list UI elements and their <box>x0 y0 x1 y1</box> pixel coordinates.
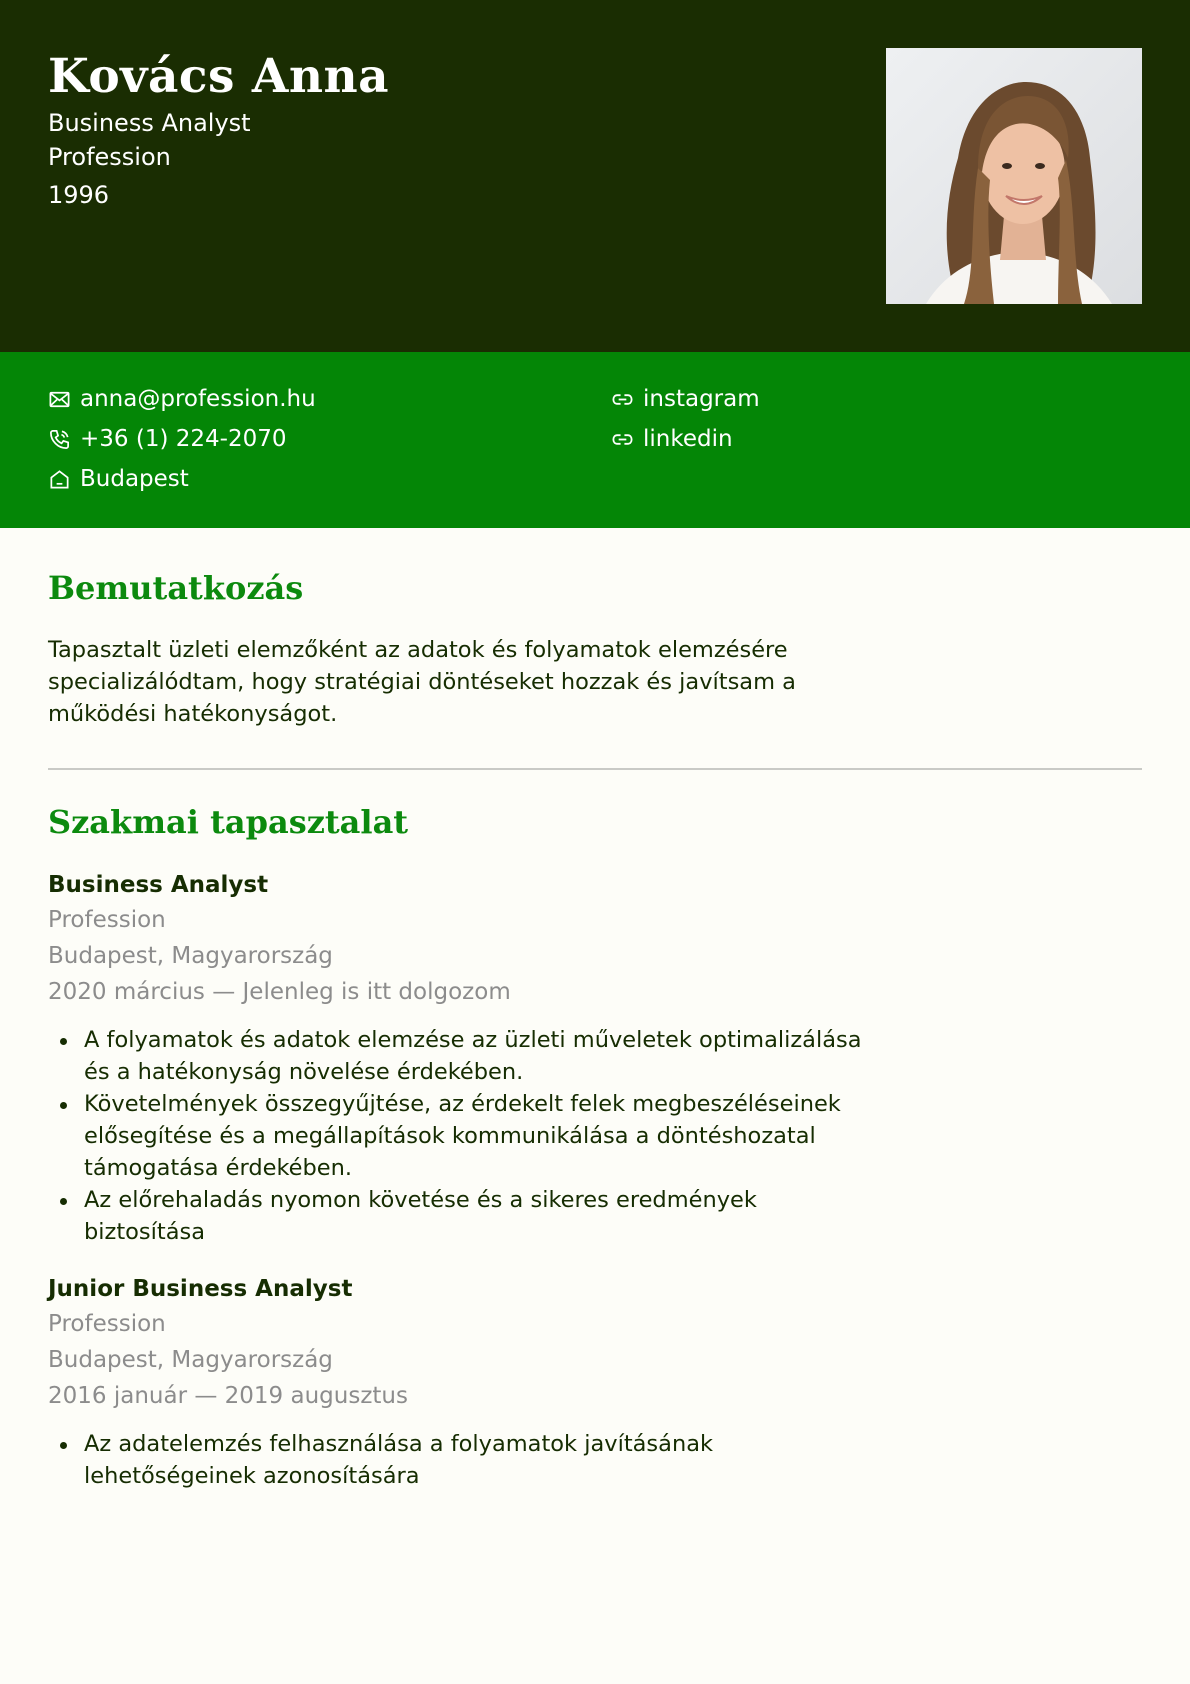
location-text: Budapest <box>80 466 189 492</box>
list-item: Követelmények összegyűjtése, az érdekelt felek megbeszéléseinek elősegítése és a megállapítások kommunikálása a döntéshozatal támogatása érdekében. <box>48 1088 878 1184</box>
phone-icon <box>48 428 71 451</box>
job-period: 2016 január — 2019 augusztus <box>48 1383 408 1409</box>
section-divider <box>48 768 1142 770</box>
list-item: Az adatelemzés felhasználása a folyamatok javításának lehetőségeinek azonosítására <box>48 1428 878 1492</box>
contact-phone[interactable] <box>48 423 286 455</box>
email-text: anna@profession.hu <box>80 386 316 412</box>
job-duties-list <box>48 1024 878 1248</box>
portrait-image <box>886 48 1142 304</box>
intro-text: Tapasztalt üzleti elemzőként az adatok és folyamatok elemzésére specializálódtam, hogy stratégiai döntéseket hozzak és javítsam a működési hatékonyságot. <box>48 637 796 727</box>
job-title: Business Analyst <box>48 109 251 137</box>
contact-bar <box>0 352 1190 528</box>
linkedin-link[interactable]: linkedin <box>643 426 733 452</box>
birth-year: 1996 <box>48 181 110 209</box>
job-location: Budapest, Magyarország <box>48 1347 333 1373</box>
phone-text: +36 (1) 224-2070 <box>80 426 287 452</box>
link-icon <box>611 388 634 411</box>
contact-linkedin[interactable] <box>611 423 733 455</box>
job-role: Junior Business Analyst <box>48 1276 353 1302</box>
intro-heading: Bemutatkozás <box>48 569 304 607</box>
contact-instagram[interactable] <box>611 383 760 415</box>
list-item: Az előrehaladás nyomon követése és a sikeres eredmények biztosítása <box>48 1184 878 1248</box>
home-icon <box>48 468 71 491</box>
job-location: Budapest, Magyarország <box>48 943 333 969</box>
company-name: Profession <box>48 143 171 171</box>
mail-icon <box>48 388 71 411</box>
person-name: Kovács Anna <box>48 49 390 104</box>
list-item: A folyamatok és adatok elemzése az üzleti műveletek optimalizálása és a hatékonyság növelése érdekében. <box>48 1024 878 1088</box>
instagram-link[interactable]: instagram <box>643 386 760 412</box>
job-company: Profession <box>48 907 166 933</box>
job-role: Business Analyst <box>48 872 269 898</box>
job-period: 2020 március — Jelenleg is itt dolgozom <box>48 979 511 1005</box>
link-icon <box>611 428 634 451</box>
experience-heading: Szakmai tapasztalat <box>48 803 409 841</box>
resume-header <box>0 0 1190 352</box>
profile-photo <box>886 48 1142 304</box>
contact-email[interactable] <box>48 383 316 415</box>
job-duties-list <box>48 1428 878 1492</box>
job-company: Profession <box>48 1311 166 1337</box>
contact-location <box>48 463 189 495</box>
